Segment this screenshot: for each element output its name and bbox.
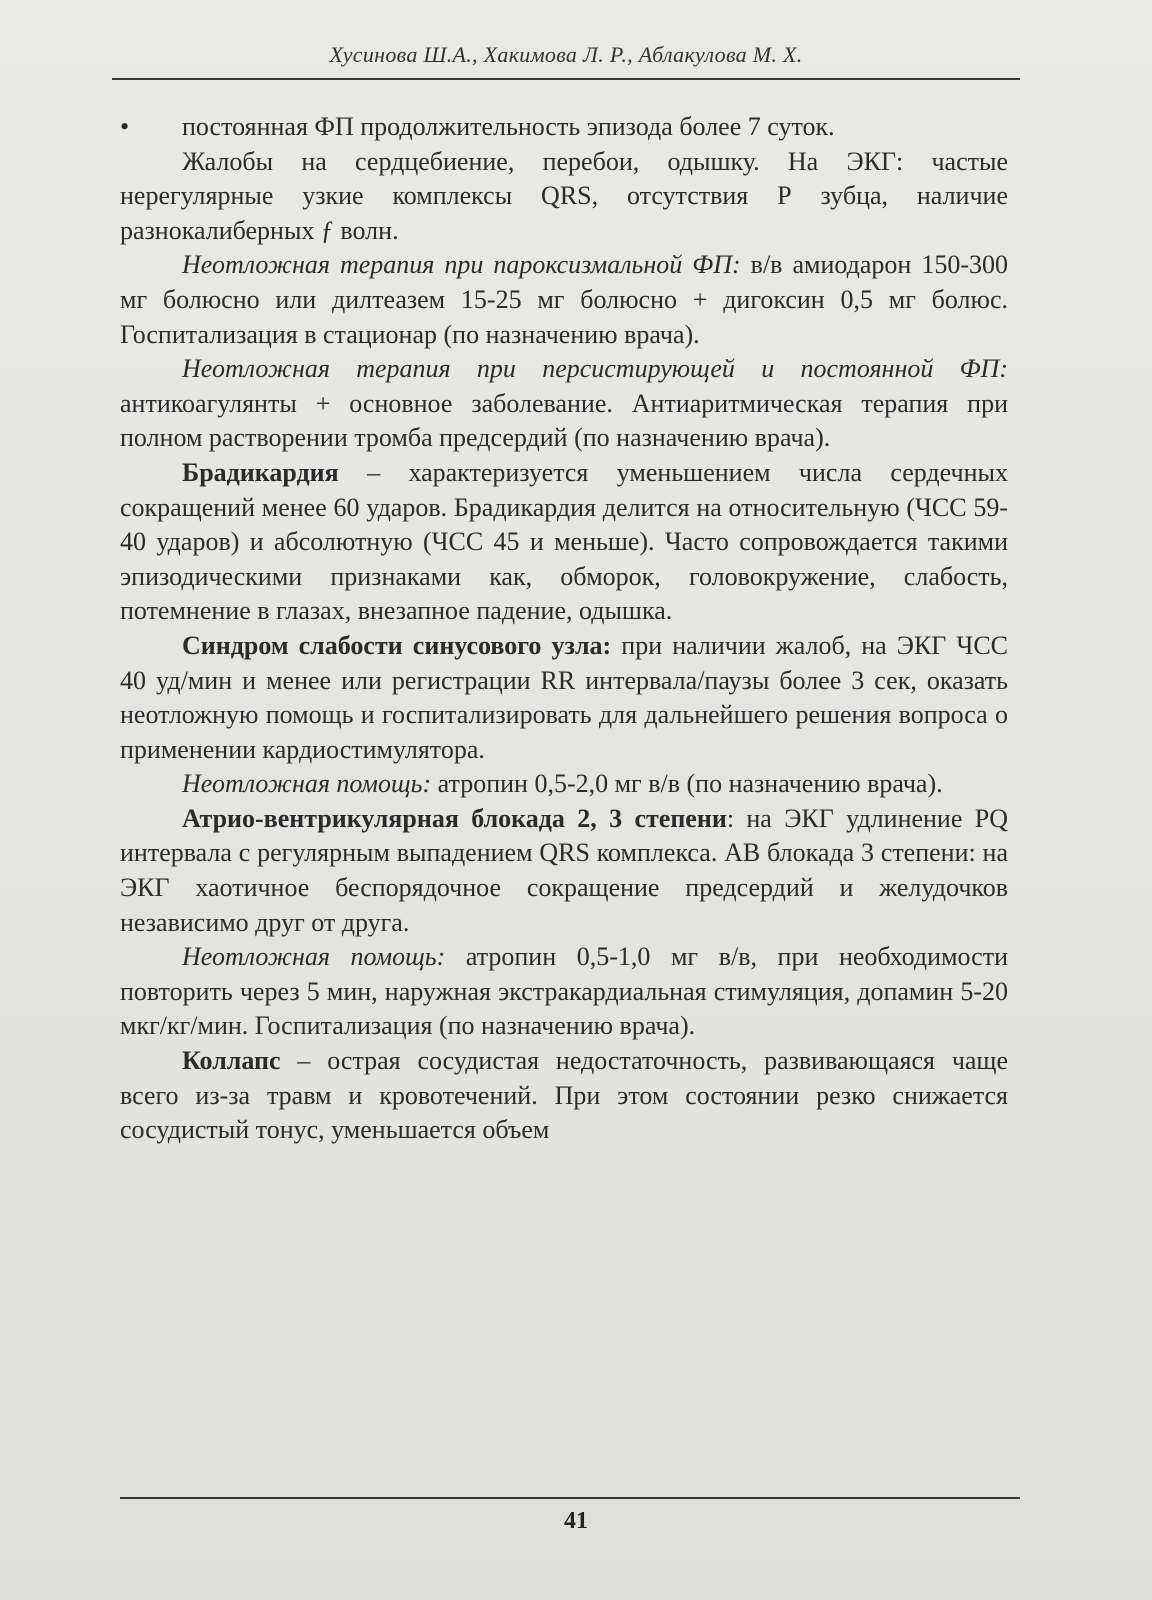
footer-rule (120, 1497, 1020, 1499)
term-av-block: Атрио-вентрикулярная блокада 2, 3 степени (182, 803, 727, 833)
paragraph-complaints: Жалобы на сердцебиение, перебои, одышку. На ЭКГ: частые нерегулярные узкие комплексы QRS, отсутствия Р зубца, наличие разнокалиберных ƒ волн. (120, 146, 1008, 245)
paragraph-collapse (120, 1044, 1008, 1148)
term-paroxysmal: Неотложная терапия при пароксизмальной ФП: (182, 250, 741, 280)
bullet-text: постоянная ФП продолжительность эпизода более 7 суток. (182, 112, 835, 141)
term-emergency-help-2: Неотложная помощь: (182, 942, 446, 972)
text-emergency-help-1: атропин 0,5-2,0 мг в/в (по назначению врача). (431, 769, 943, 799)
paragraph-emergency-help-1 (120, 767, 1008, 802)
paragraph-persistent (120, 352, 1008, 456)
text-persistent: антикоагулянты + основное заболевание. Антиаритмическая терапия при полном растворении тромба предсердий (по назначению врача). (120, 388, 1008, 453)
term-collapse: Коллапс (182, 1046, 281, 1076)
paragraph-emergency-help-2 (120, 940, 1008, 1044)
paragraph-bradycardia (120, 456, 1008, 629)
running-header: Хусинова Ш.А., Хакимова Л. Р., Аблакулова М. Х. (329, 42, 803, 67)
header-rule (112, 78, 1020, 80)
paragraph-sick-sinus (120, 629, 1008, 767)
text-paroxysmal: в/в амиодарон 150-300 мг болюсно или дилтеазем 15-25 мг болюсно + дигоксин 0,5 мг болюс. Госпитализация в стационар (по назначению врача). (120, 250, 1008, 349)
term-sick-sinus: Синдром слабости синусового узла: (182, 630, 612, 660)
text-sick-sinus: при наличии жалоб, на ЭКГ ЧСС 40 уд/мин и менее или регистрации RR интервала/паузы более 3 сек, оказать неотложную помощь и госпитализировать для дальнейшего решения вопроса о применении кардиостимулятора. (120, 630, 1009, 764)
term-persistent: Неотложная терапия при персистирующей и постоянной ФП: (182, 354, 1008, 384)
paragraph-av-block (120, 802, 1008, 940)
text-emergency-help-2: атропин 0,5-1,0 мг в/в, при необходимости повторить через 5 мин, наружная экстракардиальная стимуляция, допамин 5-20 мкг/кг/мин. Госпитализация (по назначению врача). (120, 942, 1008, 1041)
term-bradycardia: Брадикардия (182, 457, 339, 487)
term-emergency-help-1: Неотложная помощь: (182, 769, 432, 799)
body-text (120, 110, 1008, 1148)
text-collapse: – острая сосудистая недостаточность, развивающаяся чаще всего из-за травм и кровотечений. При этом состоянии резко снижается сосудистый тонус, уменьшается объем (120, 1046, 1008, 1145)
text-bradycardia: – характеризуется уменьшением числа сердечных сокращений менее 60 ударов. Брадикардия делится на относительную (ЧСС 59-40 ударов) и абсолютную (ЧСС 45 и меньше). Часто сопровождается такими эпизодическими признаками как, обморок, головокружение, слабость, потемнение в глазах, внезапное падение, одышка. (120, 457, 1008, 626)
bullet-dot: • (120, 112, 130, 141)
text-av-block: : на ЭКГ удлинение PQ интервала с регулярным выпадением QRS комплекса. АВ блокада 3 степени: на ЭКГ хаотичное беспорядочное сокращение предсердий и желудочков независимо друг от друга. (120, 803, 1008, 937)
paragraph-paroxysmal (120, 248, 1008, 352)
bullet-item (120, 110, 1008, 145)
page-number: 41 (564, 1508, 588, 1534)
